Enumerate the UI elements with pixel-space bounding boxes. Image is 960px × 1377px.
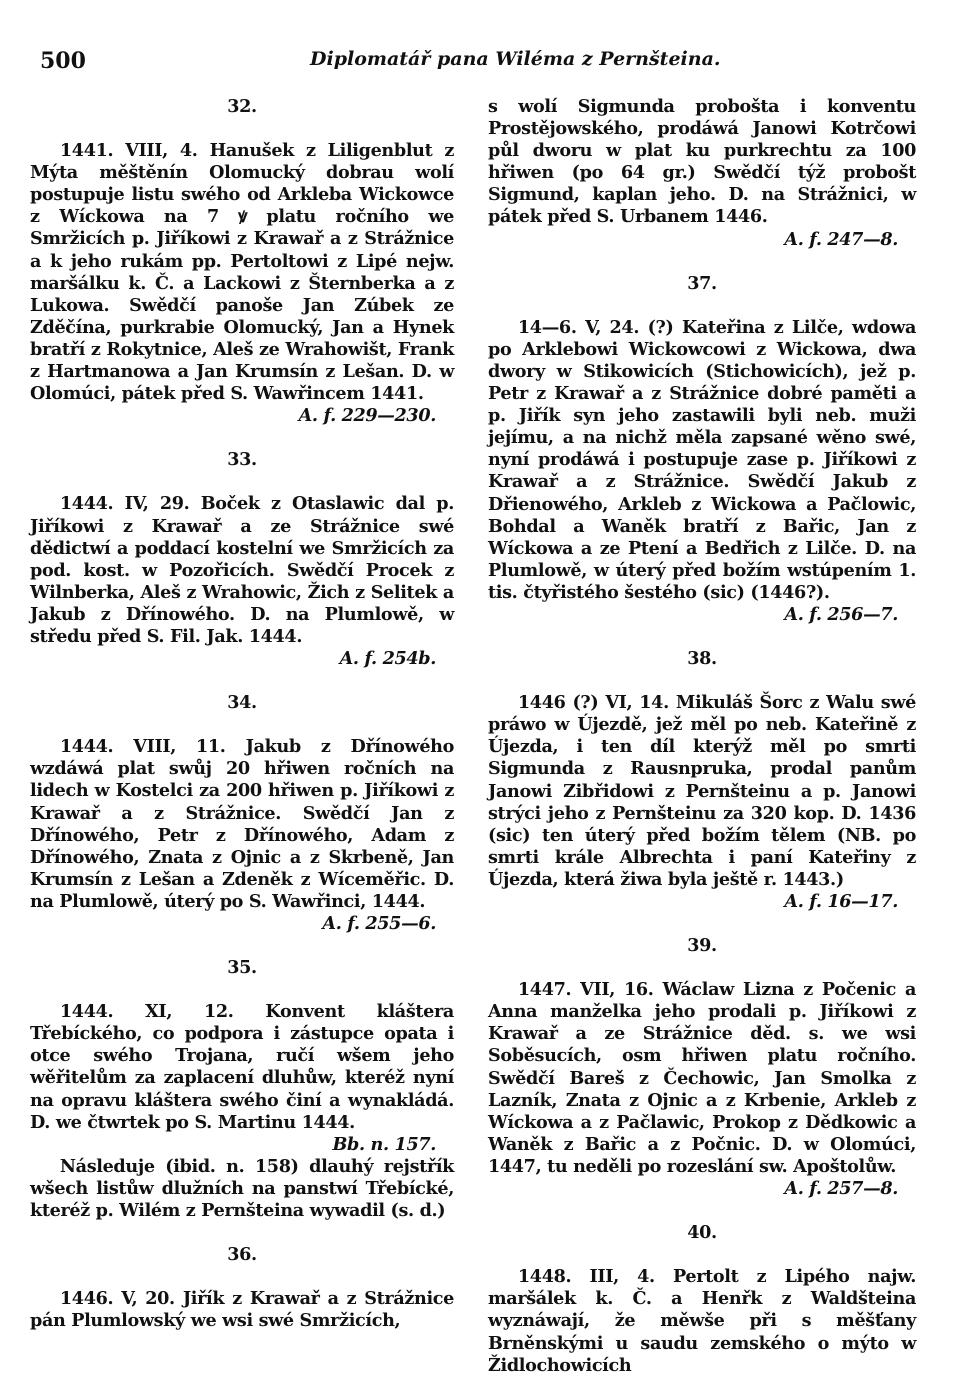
entry-33-text: 1444. IV, 29. Boček z Otaslawic dal p. Jiříkowi z Krawař a ze Strážnice swé dědictwí a poddací kostelní we Smržicích za pod. kost. w Pozořicích. Swědčí Procek z Wilnberka, Aleš z Wrahowic, Žich z Selitek a Jakub z Dřínowého. D. na Plumlowě, w středu před S. Fil. Jak. 1444. [30, 493, 454, 647]
entry-39-text: 1447. VII, 16. Wáclaw Lizna z Počenic a Anna manželka jeho prodali p. Jiříkowi z Krawař a ze Strážnice děd. s. we wsi Soběsucích, osm hřiwen platu ročního. Swědčí Bareš z Čechowic, Jan Smolka z Lazník, Znata z Ojnic a z Krbenie, Arkleb z Wíckowa a z Pačlawic, Prokop z Dědkowic a Waněk z Bařic a z Počnic. D. w Olomúci, 1447, tu neděli po rozeslání sw. Apoštolůw. [488, 979, 916, 1177]
left-column [30, 96, 454, 1332]
entry-36-ref: A. f. 247—8. [784, 228, 898, 250]
running-title: Diplomatář pana Wiléma z Pernšteina. [310, 48, 721, 70]
entry-40-text: 1448. III, 4. Pertolt z Lipého najw. maršálek k. Č. a Henřk z Waldšteina wyznáwají, že měwše při s měšťany Brněnskými u saudu zemského o mýto w Židlochowicích [488, 1266, 916, 1376]
page-header [40, 48, 920, 84]
entry-33-ref: A. f. 254b. [339, 648, 436, 670]
entry-38-ref: A. f. 16—17. [784, 891, 898, 912]
entry-number-35: 35. [227, 957, 257, 979]
page-number: 500 [40, 48, 86, 74]
entry-34-ref: A. f. 255—6. [322, 913, 436, 934]
entry-37-text: 14—6. V, 24. (?) Kateřina z Lilče, wdowa po Arklebowi Wickowcowi z Wickowa, dwa dwory w Stikowicích (Stichowicích), jež p. Petr z Krawař a z Strážnice dobré paměti a p. Jiřík syn jeho zastawili byli neb. muži jejímu, a na nichž měla zapsané wěno swé, nyní prodáwá i postupuje zase p. Jiříkowi z Krawař a z Strážnice. Swědčí Jakub z Dřienowého, Arkleb z Wickowa a Pačlowic, Bohdal a Waněk bratří z Bařic, Jan z Wíckowa a ze Ptení a Bedřich z Lilče. D. na Plumlowě, w úterý před božím wstúpením 1. tis. čtyřistého šestého (sic) (1446?). [488, 316, 916, 603]
entry-number-34: 34. [227, 692, 257, 714]
entry-number-32: 32. [227, 96, 257, 117]
entry-35-text: 1444. XI, 12. Konvent kláštera Třebíckého, co podpora i zástupce opata i otce swého Trojana, ručí wšem jeho wěřitelům za zaplacení dluhůw, kteréž nyní na opravu kláštera swého činí a wynakládá. D. we čtwrtek po S. Martinu 1444. [30, 1001, 454, 1133]
entry-34-text: 1444. VIII, 11. Jakub z Dřínowého wzdáwá plat swůj 20 hřiwen ročních na lidech w Kostelci za 200 hřiwen p. Jiříkowi z Krawař a z Strážnice. Swědčí Jan z Dřínowého, Petr z Dřínowého, Adam z Dřínowého, Znata z Ojnic a z Skrbeně, Jan Krumsín z Lešan a Zdeněk z Wíceměřic. D. na Plumlowě, úterý po S. Wawřinci, 1444. [30, 736, 454, 912]
entry-number-37: 37. [687, 272, 717, 294]
entry-number-33: 33. [227, 449, 257, 471]
right-column [488, 96, 916, 1377]
entry-35-note: Následuje (ibid. n. 158) dlauhý rejstřík wšech listůw dlužních na panstwí Třebícké, kteréž p. Wilém z Pernšteina wywadil (s. d.) [30, 1155, 454, 1222]
entry-number-36: 36. [227, 1244, 257, 1266]
entry-35-ref: Bb. n. 157. [332, 1133, 436, 1155]
entry-37-ref: A. f. 256—7. [784, 603, 898, 625]
entry-number-38: 38. [687, 648, 717, 670]
entry-38-text: 1446 (?) VI, 14. Mikuláš Šorc z Walu swé práwo w Újezdě, jež měl po neb. Kateřině z Újezda, i ten díl kterýž měl po smrti Sigmunda z Rausnpruka, prodal panům Janowi Zibřidowi z Pernšteinu a p. Janowi strýci jeho z Pernšteinu za 320 kop. D. 1436 (sic) ten úterý před božím tělem (NB. po smrti krále Albrechta i paní Kateřiny z Újezda, která žiwa byla ještě r. 1443.) [488, 692, 916, 890]
entry-32-text: 1441. VIII, 4. Hanušek z Liligenblut z Mýta měštěnín Olomucký dobrau wolí postupuje listu swého od Arkleba Wickowce z Wíckowa na 7 ꝟ platu ročního we Smržicích p. Jiříkowi z Krawař a z Strážnice a k jeho rukám pp. Pertoltowi z Lipé nejw. maršálku k. Č. a Lackowi z Šternberka a z Lukowa. Swědčí panoše Jan Zúbek ze Zděčína, purkrabie Olomucký, Jan a Hynek bratří z Rokytnice, Aleš ze Wrahowišt, Frank z Hartmanowa a Jan Krumsín z Lešan. D. w Olomúci, pátek před S. Wawřincem 1441. [30, 140, 454, 405]
entry-32-ref: A. f. 229—230. [298, 405, 436, 427]
entry-36-text-start: 1446. V, 20. Jiřík z Krawař a z Strážnice pán Plumlowský we wsi swé Smržicích, [30, 1288, 454, 1332]
entry-36-text-cont: s wolí Sigmunda probošta i konventu Prostějowského, prodáwá Janowi Kotrčowi půl dworu w plat ku purkrechtu za 100 hřiwen (po 64 gr.) Swědčí týž probošt Sigmund, kaplan jeho. D. na Strážnici, w pátek před S. Urbanem 1446. [488, 96, 916, 228]
entry-39-ref: A. f. 257—8. [784, 1178, 898, 1200]
entry-number-39: 39. [687, 935, 717, 957]
entry-number-40: 40. [687, 1222, 717, 1244]
